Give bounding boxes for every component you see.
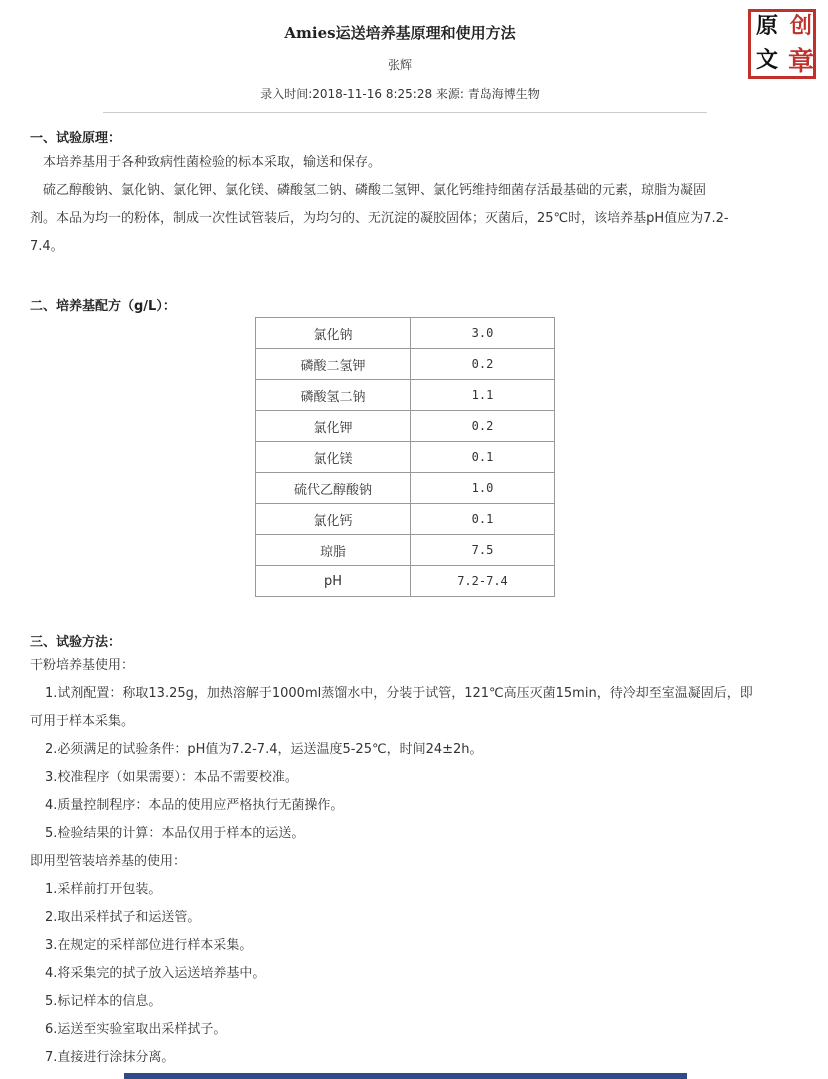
ingredient-name: 硫代乙醇酸钠 xyxy=(256,473,411,504)
ingredient-value: 1.0 xyxy=(411,473,555,504)
principle-paragraph-1: 本培养基用于各种致病性菌检验的标本采取，输送和保存。 xyxy=(43,155,382,170)
header-divider xyxy=(103,112,707,113)
ingredient-value: 0.2 xyxy=(411,411,555,442)
formula-table xyxy=(255,317,555,597)
method-item-1-line-1: 1.试剂配置：称取13.25g，加热溶解于1000ml蒸馏水中，分装于试管，121℃高压灭菌15min，待冷却至室温凝固后，即 xyxy=(45,686,753,701)
bottom-bar xyxy=(124,1073,687,1079)
method-item-2: 2.必须满足的试验条件：pH值为7.2-7.4，运送温度5-25℃，时间24±2h。 xyxy=(45,742,483,757)
ingredient-value: 0.2 xyxy=(411,349,555,380)
table-row xyxy=(256,473,555,504)
ingredient-value: 0.1 xyxy=(411,442,555,473)
ingredient-value: 7.5 xyxy=(411,535,555,566)
ingredient-name: 磷酸二氢钾 xyxy=(256,349,411,380)
table-row xyxy=(256,566,555,597)
principle-paragraph-2-line-1: 硫乙醇酸钠、氯化钠、氯化钾、氯化镁、磷酸氢二钠、磷酸二氢钾、氯化钙维持细菌存活最基础的元素，琼脂为凝固 xyxy=(43,183,707,198)
article-meta: 录入时间:2018-11-16 8:25:28 来源: 青岛海博生物 xyxy=(260,87,540,101)
ingredient-name: 氯化钙 xyxy=(256,504,411,535)
principle-paragraph-2-line-3: 7.4。 xyxy=(30,239,64,254)
ingredient-name: 氯化镁 xyxy=(256,442,411,473)
ready-step: 1.采样前打开包装。 xyxy=(45,882,162,897)
ingredient-value: 3.0 xyxy=(411,318,555,349)
section-heading-method: 三、试验方法： xyxy=(30,635,122,650)
article-title: Amies运送培养基原理和使用方法 xyxy=(284,24,516,42)
ready-step: 5.标记样本的信息。 xyxy=(45,994,162,1009)
stamp-char: 原 xyxy=(755,13,778,39)
method-item-1-line-2: 可用于样本采集。 xyxy=(30,714,135,729)
article-author: 张辉 xyxy=(387,58,412,72)
method-item-4: 4.质量控制程序：本品的使用应严格执行无菌操作。 xyxy=(45,798,344,813)
ready-step: 7.直接进行涂抹分离。 xyxy=(45,1050,175,1065)
section-heading-principle: 一、试验原理： xyxy=(30,131,122,146)
table-row xyxy=(256,535,555,566)
ingredient-name: 氯化钠 xyxy=(256,318,411,349)
subheading-dry-powder: 干粉培养基使用： xyxy=(30,658,135,673)
subheading-ready-to-use: 即用型管装培养基的使用： xyxy=(30,854,187,869)
ready-step: 3.在规定的采样部位进行样本采集。 xyxy=(45,938,253,953)
table-row xyxy=(256,504,555,535)
table-row xyxy=(256,349,555,380)
table-row xyxy=(256,318,555,349)
table-row xyxy=(256,411,555,442)
ingredient-name: 磷酸氢二钠 xyxy=(256,380,411,411)
ingredient-name: 琼脂 xyxy=(256,535,411,566)
table-row xyxy=(256,380,555,411)
ingredient-value: 0.1 xyxy=(411,504,555,535)
section-heading-formula: 二、培养基配方（g/L）： xyxy=(30,299,176,314)
principle-paragraph-2-line-2: 剂。本品为均一的粉体，制成一次性试管装后，为均匀的、无沉淀的凝胶固体；灭菌后，25℃时，该培养基pH值应为7.2- xyxy=(30,211,729,226)
ready-step: 6.运送至实验室取出采样拭子。 xyxy=(45,1022,227,1037)
ready-step: 4.将采集完的拭子放入运送培养基中。 xyxy=(45,966,266,981)
stamp-char: 文 xyxy=(755,47,778,73)
ingredient-value: 1.1 xyxy=(411,380,555,411)
ingredient-name: 氯化钾 xyxy=(256,411,411,442)
stamp-char: 章 xyxy=(787,47,814,77)
original-article-stamp xyxy=(744,5,822,85)
stamp-char: 创 xyxy=(789,13,812,39)
ingredient-name: pH xyxy=(256,566,411,597)
ingredient-value: 7.2-7.4 xyxy=(411,566,555,597)
table-row xyxy=(256,442,555,473)
method-item-3: 3.校准程序（如果需要）：本品不需要校准。 xyxy=(45,770,298,785)
method-item-5: 5.检验结果的计算：本品仅用于样本的运送。 xyxy=(45,826,305,841)
ready-step: 2.取出采样拭子和运送管。 xyxy=(45,910,201,925)
